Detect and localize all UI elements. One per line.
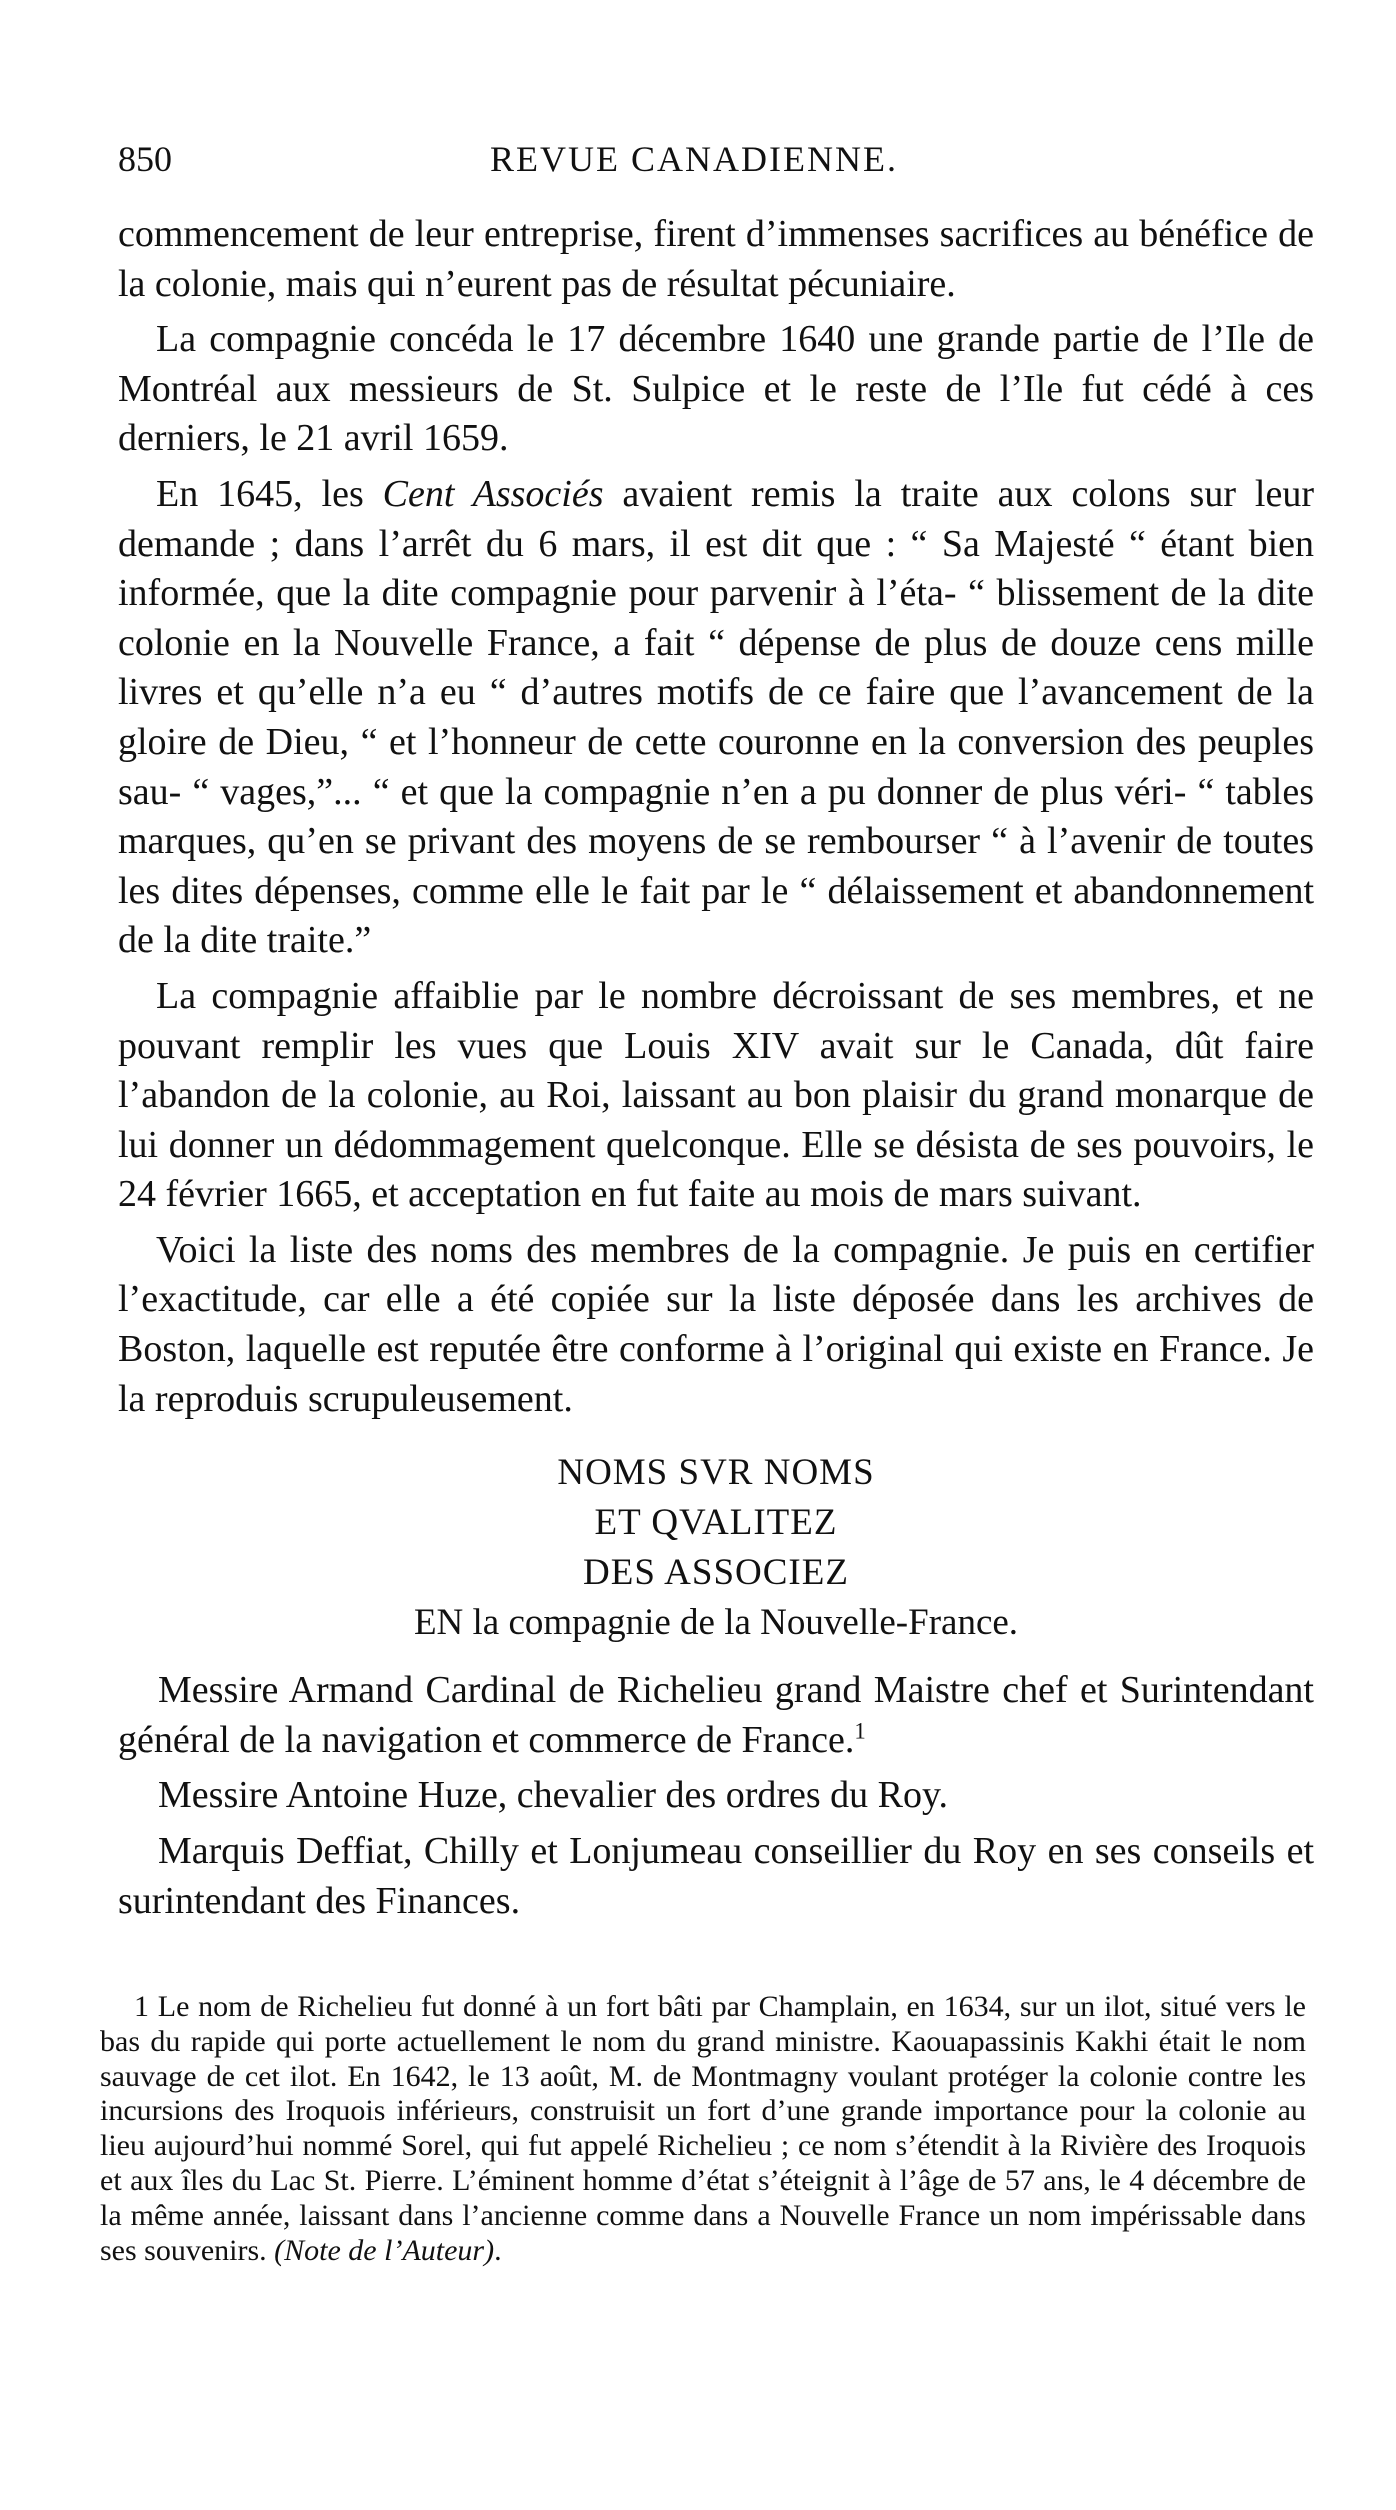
title-line-2: ET QVALITEZ	[594, 1502, 838, 1544]
paragraph-3	[118, 470, 1314, 966]
paragraph-5: Voici la liste des noms des membres de la compagnie. Je puis en certifier l’exactitude, car elle a été copiée sur la liste déposée dans les archives de Boston, laquelle est reputée être conforme à l’original qui existe en France. Je la reproduis scrupuleusement.	[118, 1228, 1314, 1420]
paragraph-3-lead: En 1645, les	[156, 472, 364, 515]
paragraph-3-body: avaient remis la traite aux colons sur leur demande ; dans l’arrêt du 6 mars, il est dit que : “ Sa Majesté “ étant bien informée, que la dite compagnie pour parvenir à l’éta- “ blissement de la dite colonie en la Nouvelle France, a fait “ dépense de plus de douze cens mille livres et qu’elle n’a eu “ d’autres motifs de ce faire que l’avancement de la gloire de Dieu, “ et l’honneur de cette couronne en la conversion des peuples sau- “ vages,”... “ et que la compagnie n’en a pu donner de plus véri- “ tables marques, qu’en se privant des moyens de se rembourser “ à l’avenir de toutes les dites dépenses, comme elle le fait par le “ délaissement et abandonnement de la dite traite.”	[118, 472, 1314, 962]
footnote-reference: 1	[854, 1718, 866, 1744]
footnote	[100, 1990, 1306, 2268]
title-line-1: NOMS SVR NOMS	[557, 1452, 875, 1494]
footnote-text	[100, 1990, 1306, 2268]
member-1: Messire Armand Cardinal de Richelieu grand Maistre chef et Surintendant général de la navigation et commerce de France.	[118, 1669, 1314, 1761]
footnote-body: Le nom de Richelieu fut donné à un fort bâti par Champlain, en 1634, sur un ilot, situé vers le bas du rapide qui porte actuellement le nom du grand ministre. Kaouapassinis Kakhi était le nom sauvage de cet ilot. En 1642, le 13 août, M. de Montmagny voulant protéger la colonie contre les incursions des Iroquois inférieurs, construisit un fort d’une grande importance pour la colonie au lieu aujourd’hui nommé Sorel, qui fut appelé Richelieu ; ce nom s’étendit à la Rivière des Iroquois et aux îles du Lac St. Pierre. L’éminent homme d’état s’éteignit à l’âge de 57 ans, le 4 décembre de la même année, laissant dans l’ancienne comme dans a Nouvelle France un nom impérissable dans ses souvenirs.	[100, 1990, 1306, 2267]
paragraph-1: commencement de leur entreprise, firent d’immenses sacrifices au bénéfice de la colonie, mais qui n’eurent pas de résultat pécuniaire.	[118, 213, 1314, 305]
title-subline: EN la compagnie de la Nouvelle-France.	[413, 1602, 1019, 1644]
running-head: REVUE CANADIENNE.	[490, 139, 898, 179]
footnote-number: 1	[134, 1990, 149, 2023]
footnote-author-note: (Note de l’Auteur)	[274, 2233, 495, 2267]
list-item	[118, 1666, 1314, 1765]
footnote-end: .	[494, 2233, 502, 2267]
list-item: Messire Antoine Huze, chevalier des ordres du Roy.	[158, 1774, 949, 1817]
main-text	[118, 210, 1314, 1926]
page-number: 850	[118, 139, 172, 179]
cent-associes-italic: Cent Associés	[382, 472, 604, 515]
title-line-3: DES ASSOCIEZ	[583, 1552, 849, 1594]
paragraph-2: La compagnie concéda le 17 décembre 1640 une grande partie de l’Ile de Montréal aux messieurs de St. Sulpice et le reste de l’Ile fut cédé à ces derniers, le 21 avril 1659.	[118, 318, 1314, 460]
members-list	[118, 1666, 1314, 1926]
page-header	[118, 138, 1316, 188]
list-title	[118, 1448, 1314, 1648]
paragraph-4: La compagnie affaiblie par le nombre décroissant de ses membres, et ne pouvant remplir les vues que Louis XIV avait sur le Canada, dût faire l’abandon de la colonie, au Roi, laissant au bon plaisir du grand monarque de lui donner un dédommagement quelconque. Elle se désista de ses pouvoirs, le 24 février 1665, et acceptation en fut faite au mois de mars suivant.	[118, 974, 1314, 1216]
list-item: Marquis Deffiat, Chilly et Lonjumeau conseillier du Roy en ses conseils et surintendant des Finances.	[118, 1830, 1314, 1922]
